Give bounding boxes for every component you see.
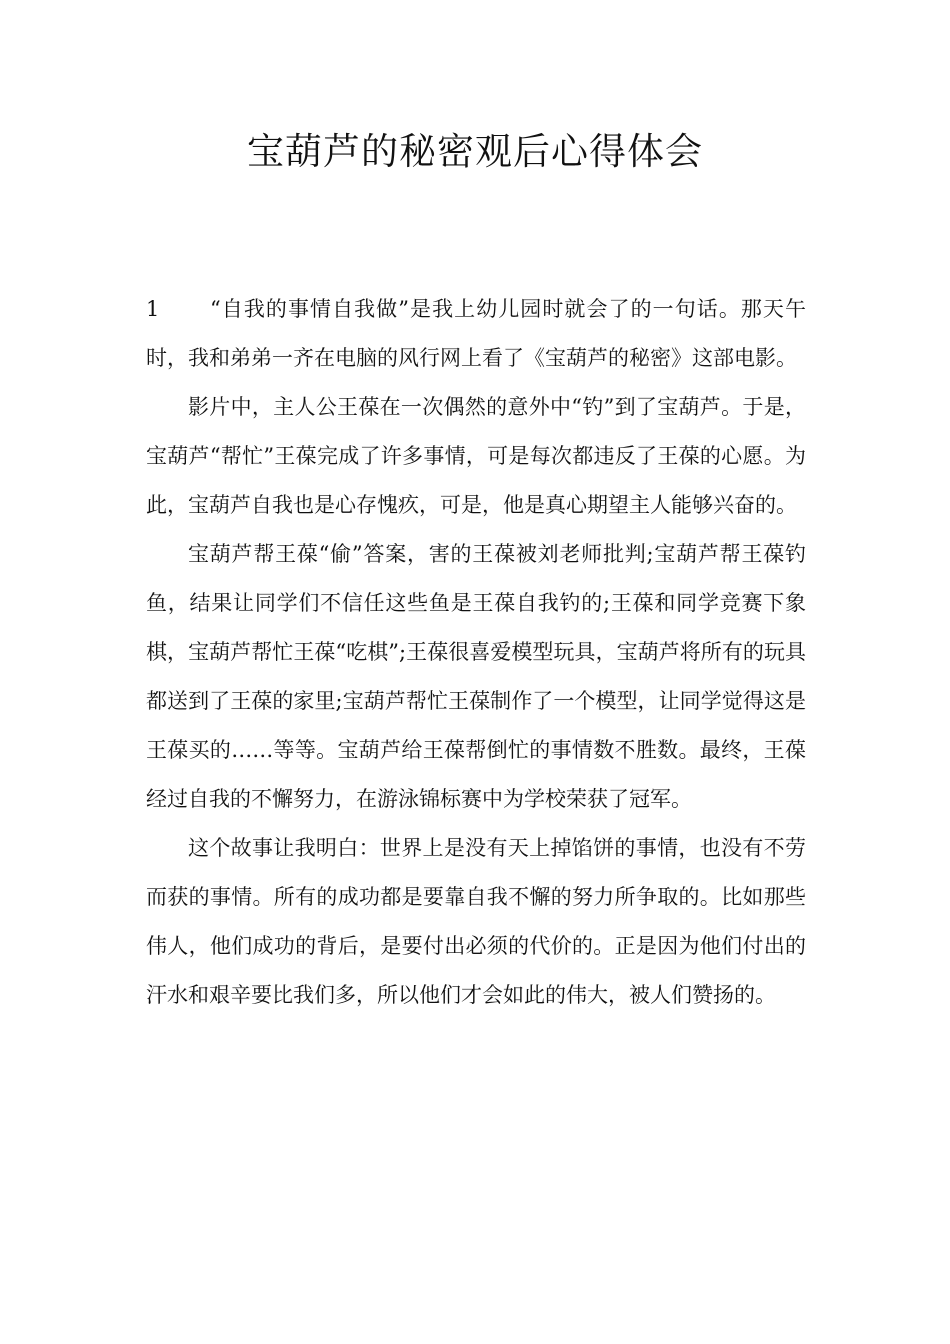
- paragraph-1: [146, 285, 806, 383]
- paragraph-2: [146, 383, 806, 530]
- paragraph-text: “自我的事情自我做”是我上幼儿园时就会了的一句话。那天午时，我和弟弟一齐在电脑的风行网上看了《宝葫芦的秘密》这部电影。: [146, 297, 806, 370]
- paragraph-text: 宝葫芦帮王葆“偷”答案，害的王葆被刘老师批判;宝葫芦帮王葆钓鱼，结果让同学们不信任这些鱼是王葆自我钓的;王葆和同学竞赛下象棋，宝葫芦帮忙王葆“吃棋”;王葆很喜爱模型玩具，宝葫芦将所有的玩具都送到了王葆的家里;宝葫芦帮忙王葆制作了一个模型，让同学觉得这是王葆买的……等等。宝葫芦给王葆帮倒忙的事情数不胜数。最终，王葆经过自我的不懈努力，在游泳锦标赛中为学校荣获了冠军。: [146, 542, 806, 811]
- document-body: [146, 285, 806, 1020]
- paragraph-3: [146, 530, 806, 824]
- paragraph-4: [146, 824, 806, 1020]
- paragraph-number: 1: [146, 297, 160, 321]
- paragraph-text: 影片中，主人公王葆在一次偶然的意外中“钓”到了宝葫芦。于是，宝葫芦“帮忙”王葆完成了许多事情，可是每次都违反了王葆的心愿。为此，宝葫芦自我也是心存愧疚，可是，他是真心期望主人能够兴奋的。: [146, 395, 806, 517]
- paragraph-text: 这个故事让我明白：世界上是没有天上掉馅饼的事情，也没有不劳而获的事情。所有的成功都是要靠自我不懈的努力所争取的。比如那些伟人，他们成功的背后，是要付出必须的代价的。正是因为他们付出的汗水和艰辛要比我们多，所以他们才会如此的伟大，被人们赞扬的。: [146, 836, 806, 1007]
- document-title: 宝葫芦的秘密观后心得体会: [247, 130, 703, 173]
